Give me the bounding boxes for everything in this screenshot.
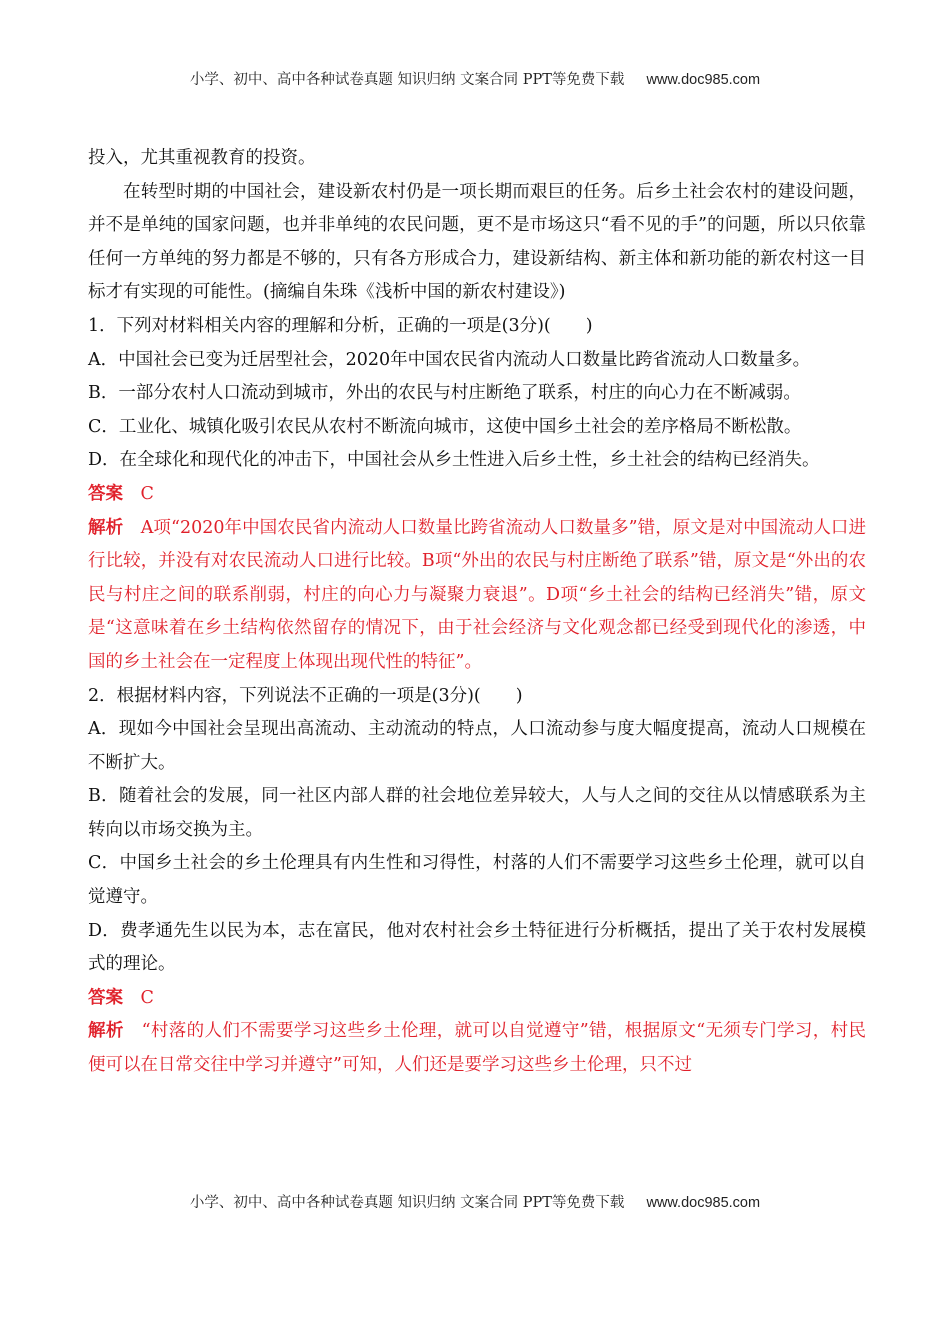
passage-line: 投入，尤其重视教育的投资。 <box>88 148 316 168</box>
question-1-stem: 1．下列对材料相关内容的理解和分析，正确的一项是(3分)( ) <box>88 315 593 336</box>
question-1-option-a: A．中国社会已变为迁居型社会，2020年中国农民省内流动人口数量比跨省流动人口数量多。 <box>88 349 811 370</box>
question-2-option-a: A．现如今中国社会呈现出高流动、主动流动的特点，人口流动参与度大幅度提高，流动人口规模在不断扩大。 <box>88 719 866 773</box>
question-2-answer <box>88 982 866 1016</box>
question-1-option-b: B．一部分农村人口流动到城市，外出的农民与村庄断绝了联系，村庄的向心力在不断减弱。 <box>88 383 801 404</box>
document-body <box>88 142 866 1083</box>
page-header <box>0 68 950 89</box>
analysis-label: 解析 <box>88 1021 124 1042</box>
footer-text: 小学、初中、高中各种试卷真题 知识归纳 文案合同 PPT等免费下载 <box>189 1195 625 1211</box>
question-2-analysis <box>88 1015 866 1082</box>
analysis-label: 解析 <box>88 517 124 538</box>
question-1-option-c: C．工业化、城镇化吸引农民从农村不断流向城市，这使中国乡土社会的差序格局不断松散。 <box>88 416 802 437</box>
analysis-text: “村落的人们不需要学习这些乡土伦理，就可以自觉遵守”错，根据原文“无须专门学习，村民便可以在日常交往中学习并遵守”可知，人们还是要学习这些乡土伦理，只不过 <box>88 1021 867 1076</box>
answer-label: 答案 <box>88 987 123 1008</box>
question-2-option-b: B．随着社会的发展，同一社区内部人群的社会地位差异较大，人与人之间的交往从以情感联系为主转向以市场交换为主。 <box>88 786 866 840</box>
answer-value: C <box>140 987 154 1008</box>
question-1-option-d: D．在全球化和现代化的冲击下，中国社会从乡土性进入后乡土性，乡土社会的结构已经消失。 <box>88 450 820 471</box>
footer-url: www.doc985.com <box>646 1195 761 1211</box>
question-2-option-c: C．中国乡土社会的乡土伦理具有内生性和习得性，村落的人们不需要学习这些乡土伦理，就可以自觉遵守。 <box>88 853 866 908</box>
question-2-option-d: D．费孝通先生以民为本，志在富民，他对农村社会乡土特征进行分析概括，提出了关于农村发展模式的理论。 <box>88 920 866 975</box>
question-1-answer <box>88 478 866 512</box>
passage-paragraph: 在转型时期的中国社会，建设新农村仍是一项长期而艰巨的任务。后乡土社会农村的建设问题，并不是单纯的国家问题，也并非单纯的农民问题，更不是市场这只“看不见的手”的问题，所以只依靠任何一方单纯的努力都是不够的，只有各方形成合力，建设新结构、新主体和新功能的新农村这一目标才有实现的可能性。(摘编自朱珠《浅析中国的新农村建设》) <box>88 181 866 303</box>
question-1-analysis <box>88 512 866 680</box>
header-url: www.doc985.com <box>646 72 761 88</box>
analysis-text: A项“2020年中国农民省内流动人口数量比跨省流动人口数量多”错，原文是对中国流动人口进行比较，并没有对农民流动人口进行比较。B项“外出的农民与村庄断绝了联系”错，原文是“外出的农民与村庄之间的联系削弱，村庄的向心力与凝聚力衰退”。D项“乡土社会的结构已经消失”错，原文是“这意味着在乡土结构依然留存的情况下，由于社会经济与文化观念都已经受到现代化的渗透，中国的乡土社会在一定程度上体现出现代性的特征”。 <box>88 517 866 672</box>
answer-label: 答案 <box>88 483 123 504</box>
header-text: 小学、初中、高中各种试卷真题 知识归纳 文案合同 PPT等免费下载 <box>189 72 625 88</box>
answer-value: C <box>140 483 154 504</box>
question-2-stem: 2．根据材料内容，下列说法不正确的一项是(3分)( ) <box>88 685 523 706</box>
page-footer <box>0 1191 950 1212</box>
